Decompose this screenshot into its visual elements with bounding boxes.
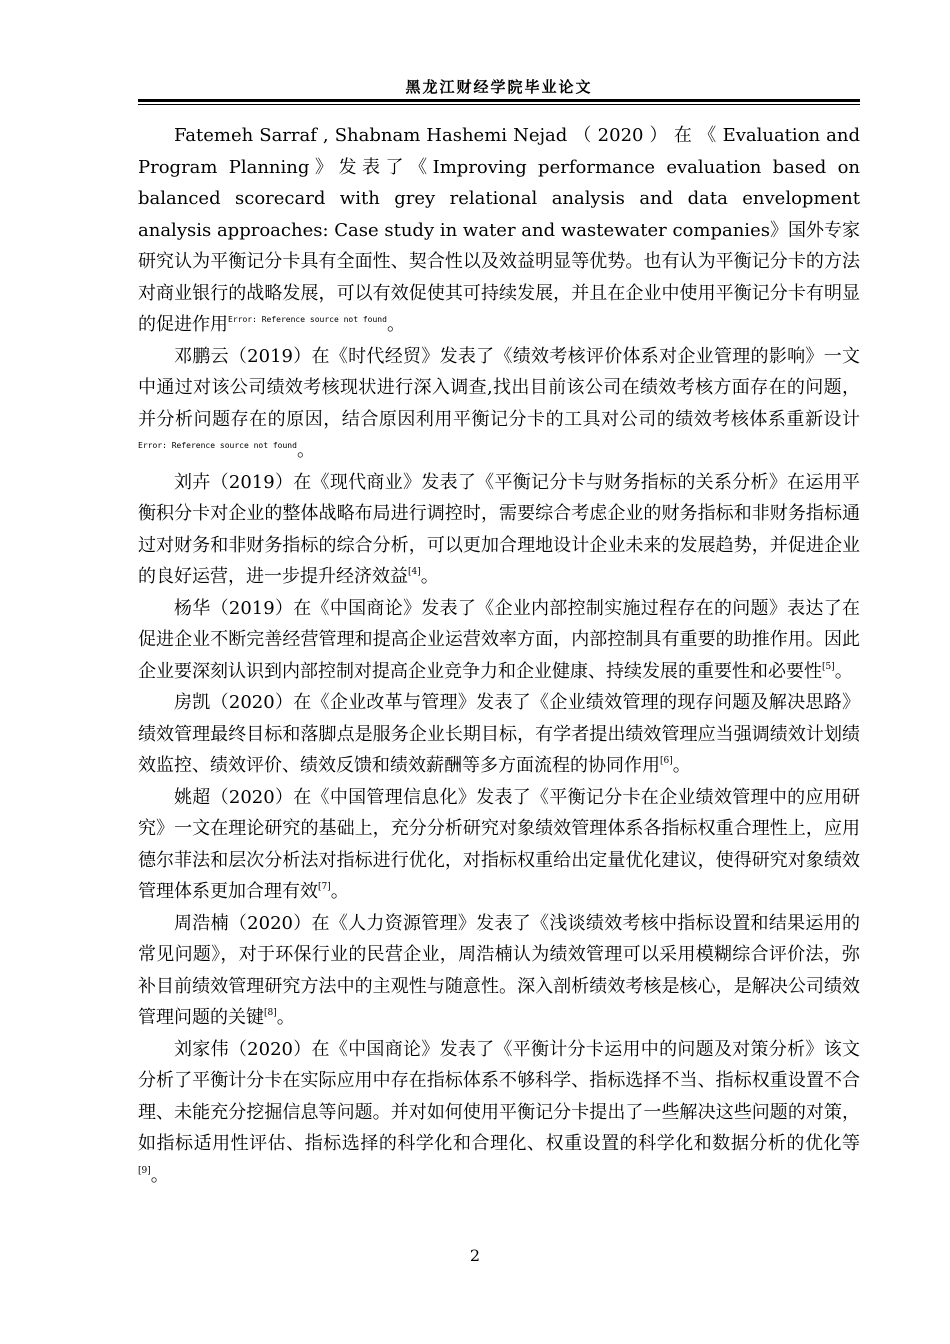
paragraph-tail: 。 — [672, 755, 691, 776]
paragraph-tail: 。 — [834, 660, 853, 682]
paragraph-text: 房凯（2020）在《企业改革与管理》发表了《企业绩效管理的现存问题及解决思路》绩效管理最终目标和落脚点是服务企业长期目标，有学者提出绩效管理应当强调绩效计划绩效监控、绩效评价、绩效反馈和绩效薪酬等多方面流程的协同作用 — [138, 692, 860, 776]
paragraph-tail: 。 — [420, 566, 439, 587]
paragraph-1 — [138, 120, 860, 341]
paragraph-4 — [138, 593, 860, 688]
paragraph-text: 刘家伟（2020）在《中国商论》发表了《平衡计分卡运用中的问题及对策分析》该文分析了平衡计分卡在实际应用中存在指标体系不够科学、指标选择不当、指标权重设置不合理、未能充分挖掘信息等问题。并对如何使用平衡记分卡提出了一些解决这些问题的对策，如指标适用性评估、指标选择的科学化和合理化、权重设置的科学化和数据分析的优化等 — [138, 1038, 860, 1154]
paragraph-text: 杨华（2019）在《中国商论》发表了《企业内部控制实施过程存在的问题》表达了在促进企业不断完善经营管理和提高企业运营效率方面，内部控制具有重要的助推作用。因此企业要深刻认识到内部控制对提高企业竞争力和企业健康、持续发展的重要性和必要性 — [138, 597, 860, 682]
paragraph-6 — [138, 782, 860, 908]
page-header-title: 黑龙江财经学院毕业论文 — [405, 78, 593, 96]
paragraph-text: 周浩楠（2020）在《人力资源管理》发表了《浅谈绩效考核中指标设置和结果运用的常见问题》，对于环保行业的民营企业，周浩楠认为绩效管理可以采用模糊综合评价法，弥补目前绩效管理研究方法中的主观性与随意性。深入剖析绩效考核是核心，是解决公司绩效管理问题的关键 — [138, 912, 860, 1028]
body-text — [138, 120, 860, 1191]
citation-ref: [9] — [138, 1165, 151, 1176]
citation-ref: [4] — [408, 567, 421, 577]
paragraph-tail: 。 — [296, 440, 315, 461]
citation-ref: [7] — [318, 882, 331, 892]
paragraph-7 — [138, 908, 860, 1034]
paragraph-tail: 。 — [276, 1007, 295, 1028]
citation-ref: [5] — [822, 661, 835, 672]
header-rule-thin — [138, 104, 860, 105]
citation-error: Error: Reference source not found — [228, 315, 387, 324]
paragraph-5 — [138, 687, 860, 782]
page-number: 2 — [469, 1246, 481, 1265]
paragraph-tail: 。 — [330, 881, 349, 902]
paragraph-3 — [138, 467, 860, 593]
paragraph-text: 刘卉（2019）在《现代商业》发表了《平衡记分卡与财务指标的关系分析》在运用平衡积分卡对企业的整体战略布局进行调控时，需要综合考虑企业的财务指标和非财务指标通过对财务和非财务指标的综合分析，可以更加合理地设计企业未来的发展趋势，并促进企业的良好运营，进一步提升经济效益 — [138, 471, 860, 587]
citation-ref: [6] — [660, 756, 673, 766]
citation-ref: [8] — [264, 1008, 277, 1018]
paragraph-8 — [138, 1034, 860, 1192]
citation-error: Error: Reference source not found — [138, 441, 297, 450]
paragraph-tail: 。 — [150, 1164, 169, 1186]
paragraph-text: 姚超（2020）在《中国管理信息化》发表了《平衡记分卡在企业绩效管理中的应用研究》一文在理论研究的基础上，充分分析研究对象绩效管理体系各指标权重合理性上，应用德尔菲法和层次分析法对指标进行优化，对指标权重给出定量优化建议，使得研究对象绩效管理体系更加合理有效 — [138, 786, 860, 902]
header-rule-thick — [138, 99, 860, 102]
paragraph-text: Fatemeh Sarraf , Shabnam Hashemi Nejad （ 2020 ） 在 《 Evaluation and Program Planning》发表了《Improving performance evaluation based on balanced scorecard with grey relational analysis and data envelopment analysis approaches: Case study in water and wastewater companies》国外专家研究认为平衡记分卡具有全面性、契合性以及效益明显等优势。也有认为平衡记分卡的方法对商业银行的战略发展，可以有效促使其可持续发展，并且在企业中使用平衡记分卡有明显的促进作用 — [138, 125, 860, 335]
paragraph-2 — [138, 341, 860, 467]
paragraph-text: 邓鹏云（2019）在《时代经贸》发表了《绩效考核评价体系对企业管理的影响》一文中通过对该公司绩效考核现状进行深入调查,找出目前该公司在绩效考核方面存在的问题，并分析问题存在的原因，结合原因利用平衡记分卡的工具对公司的绩效考核体系重新设计 — [138, 345, 860, 430]
paragraph-tail: 。 — [386, 314, 405, 335]
